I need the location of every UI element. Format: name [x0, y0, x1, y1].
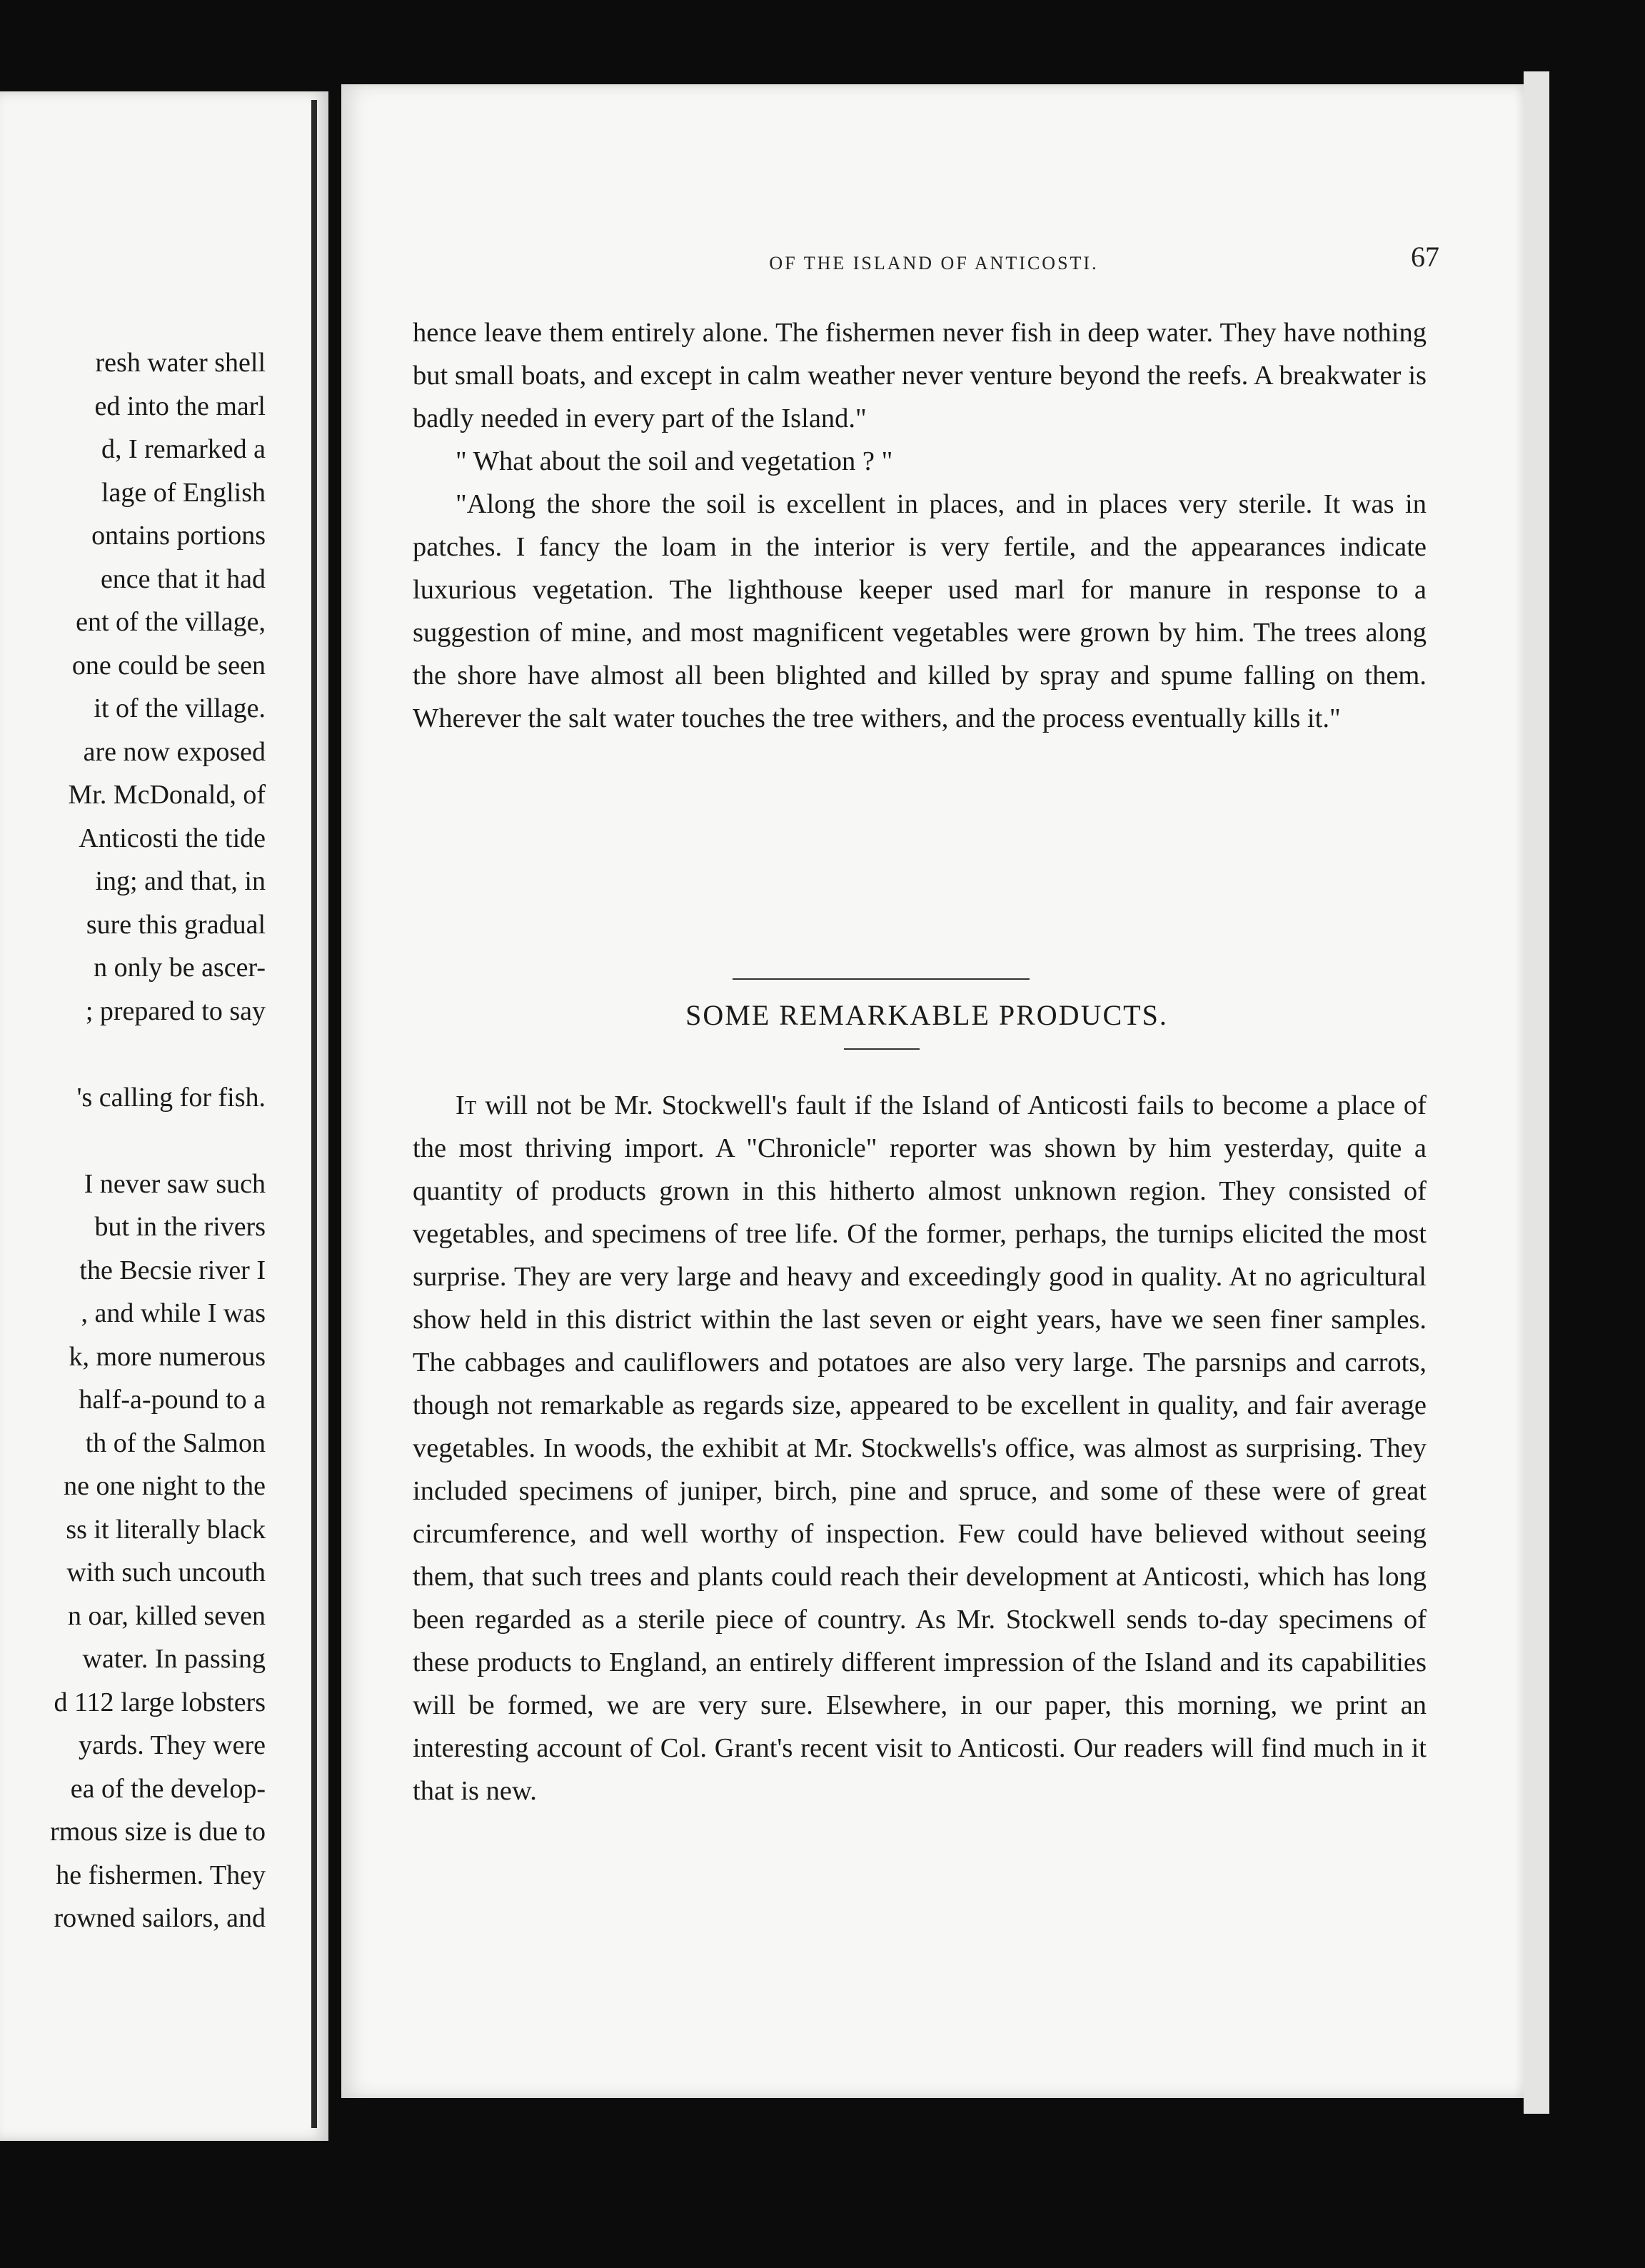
paragraph: "Along the shore the soil is excellent in places, and in places very sterile. It was in patches. I fancy the loam in the interior is very fertile, and the appearances indicate luxurious vegetation. The lighthouse keeper used marl for manure in response to a suggestion of mine, and most magnificent vegetables were grown by him. The trees along the shore have almost all been blighted and killed by spray and spume falling on them. Wherever the salt water touches the tree withers, and the process eventually kills it." — [413, 489, 1427, 733]
left-page-line: sure this gradual — [86, 909, 266, 940]
lead-word: It — [456, 1090, 477, 1120]
page-number: 67 — [1411, 241, 1439, 273]
left-page-line: Mr. McDonald, of — [68, 780, 266, 810]
left-page-line: k, more numerous — [69, 1341, 266, 1372]
left-page-line: but in the rivers — [94, 1212, 266, 1242]
left-page-line: one could be seen — [71, 650, 266, 681]
left-page-line: lage of English — [101, 477, 266, 508]
left-page-line: n oar, killed seven — [67, 1600, 266, 1631]
paragraph-body: will not be Mr. Stockwell's fault if the Island of Anticosti fails to become a place of the most thriving import. A "Chronicle" reporter was shown by him yesterday, quite a quantity of products grown in this hitherto almost unknown region. They consisted of vegetables, and specimens of tree life. Of the former, perhaps, the turnips elicited the most surprise. They are very large and heavy and exceedingly good in quality. At no agricultural show held in this district within the last seven or eight years, have we seen finer samples. The cabbages and cauliflowers and potatoes are also very large. The parsnips and carrots, though not remarkable as regards size, appeared to be excellent in quality, and fair average vegetables. In woods, the exhibit at Mr. Stockwells's office, was almost as surprising. They included specimens of juniper, birch, pine and spruce, and some of these were of great circumference, and well worthy of inspection. Few could have believed without seeing them, that such trees and plants could reach their development at Anticosti, which has long been regarded as a sterile piece of country. As Mr. Stockwell sends to-day specimens of these products to England, an entirely different impression of the Island and its capabilities will be formed, we are very sure. Elsewhere, in our paper, this morning, we print an interesting account of Col. Grant's recent visit to Anticosti. Our readers will find much in it that is new. — [413, 1090, 1427, 1806]
left-page-line: ea of the develop- — [70, 1773, 266, 1804]
left-page-line: th of the Salmon — [85, 1427, 266, 1458]
left-page-line: yards. They were — [78, 1730, 266, 1760]
left-page-line: ent of the village, — [76, 607, 266, 637]
left-page-line: ss it literally black — [66, 1514, 266, 1545]
left-page-line: ontains portions — [91, 521, 266, 551]
title-underline — [844, 1048, 920, 1050]
left-page-line: half-a-pound to a — [79, 1385, 266, 1415]
left-page-line: with such uncouth — [66, 1557, 266, 1587]
left-page-line: rmous size is due to — [50, 1817, 266, 1847]
paragraph: " What about the soil and vegetation ? " — [456, 446, 893, 476]
section-divider — [733, 978, 1030, 980]
left-page-line: ; prepared to say — [85, 995, 266, 1026]
book-gutter — [311, 100, 317, 2128]
left-page-line: d 112 large lobsters — [54, 1687, 266, 1717]
left-page-line: the Becsie river I — [79, 1255, 266, 1285]
left-page-line: n only be ascer- — [94, 953, 266, 983]
left-page-line: rowned sailors, and — [54, 1903, 266, 1933]
paragraph: hence leave them entirely alone. The fishermen never fish in deep water. They have nothing but small boats, and except in calm weather never venture beyond the reefs. A breakwater is badly needed in every part of the Island." — [413, 318, 1427, 433]
left-page-line: resh water shell — [95, 348, 266, 378]
left-page-line — [0, 1033, 266, 1076]
left-page-line: , and while I was — [81, 1298, 266, 1328]
interview-text — [413, 311, 1427, 740]
left-page-line: it of the village. — [94, 693, 266, 723]
left-page-line: 's calling for fish. — [76, 1082, 266, 1113]
left-page — [0, 91, 328, 2141]
left-page-line — [0, 1119, 266, 1163]
left-page-line: d, I remarked a — [101, 434, 266, 464]
left-page-text — [0, 341, 266, 1940]
left-page-line: Anticosti the tide — [79, 823, 266, 853]
page-edge — [1524, 71, 1549, 2114]
section-title: SOME REMARKABLE PRODUCTS. — [685, 999, 1168, 1031]
left-page-line: ed into the marl — [94, 391, 266, 421]
left-page-line: ence that it had — [100, 563, 266, 594]
left-page-line: he fishermen. They — [56, 1860, 266, 1890]
right-page — [341, 84, 1524, 2098]
paragraph — [413, 1084, 1427, 1812]
left-page-line: water. In passing — [82, 1644, 266, 1674]
left-page-line: I never saw such — [84, 1168, 266, 1199]
article-text — [413, 1084, 1427, 1812]
left-page-line: ing; and that, in — [95, 866, 266, 896]
left-page-line: ne one night to the — [64, 1471, 266, 1501]
running-head: OF THE ISLAND OF ANTICOSTI. — [769, 253, 1099, 274]
left-page-line: are now exposed — [83, 736, 266, 767]
